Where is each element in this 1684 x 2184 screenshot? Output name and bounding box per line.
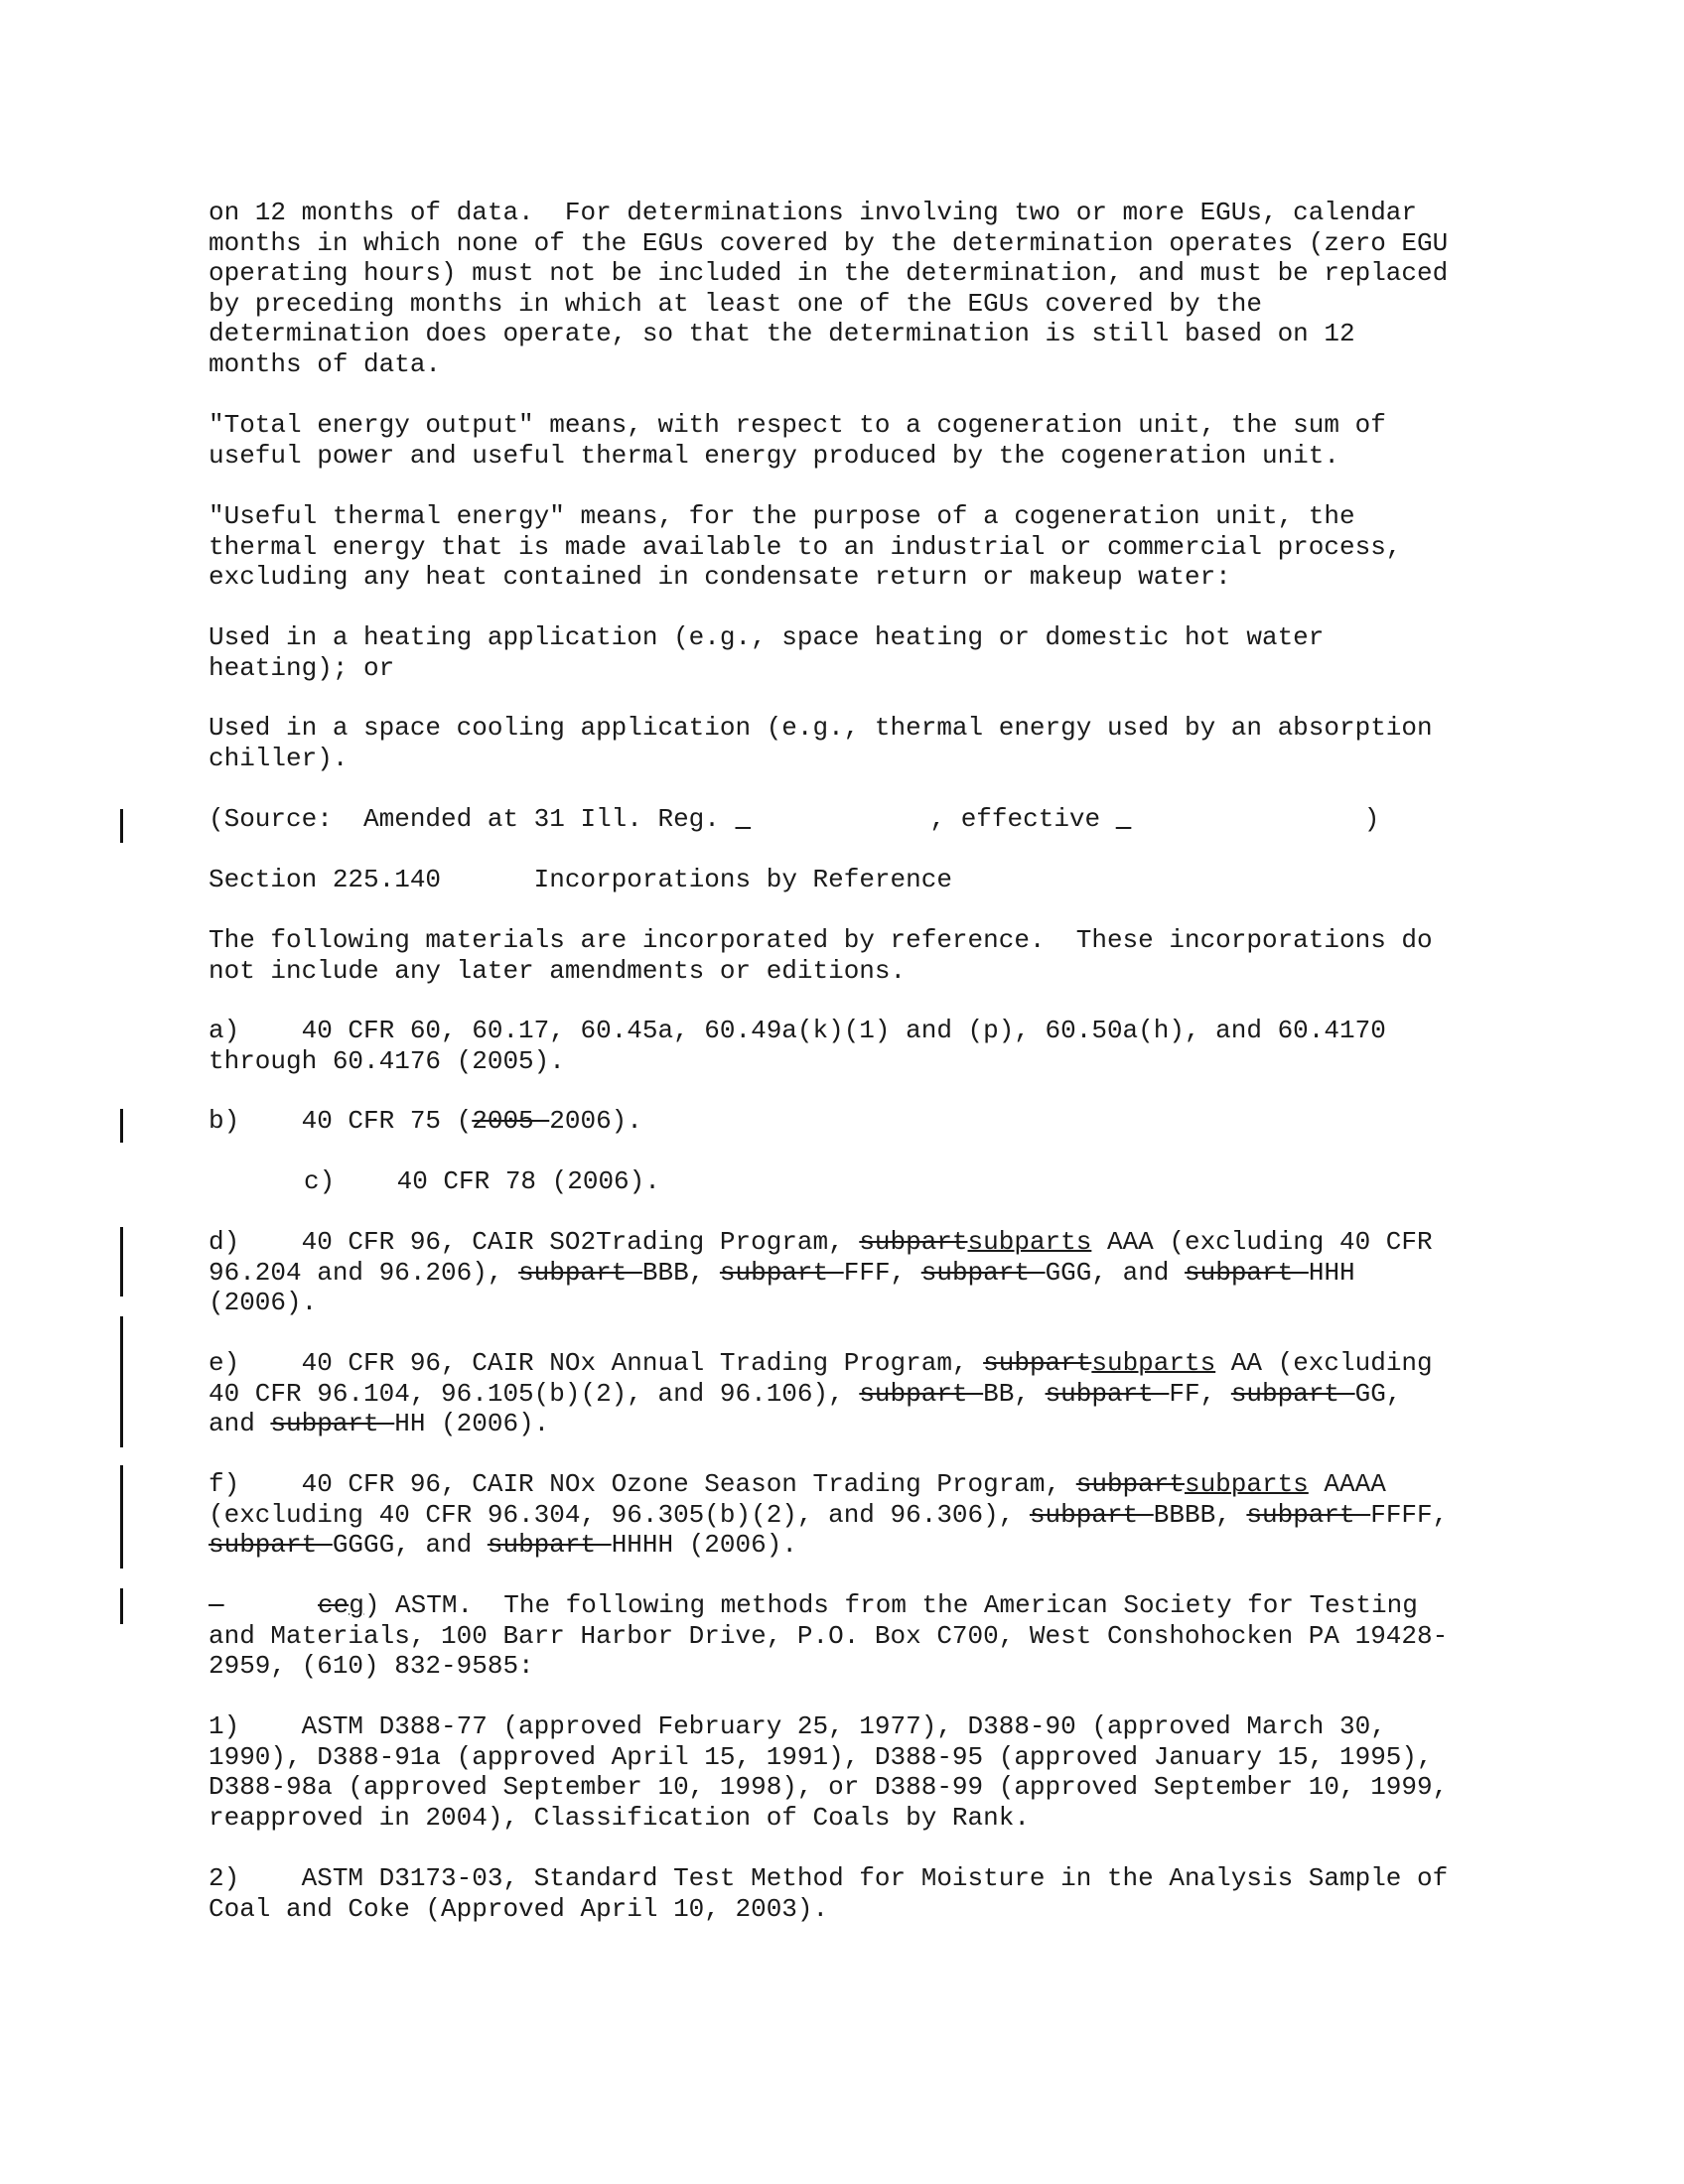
item-g-astm: ceg) ASTM. The following methods from the American Society for Testing and Materials, 100 Barr Harbor Drive, P.O. Box C700, West Conshohocken PA 19428- 2959, (610) 832-9585: bbox=[209, 1590, 1449, 1681]
section-number: Section 225.140 bbox=[209, 865, 442, 894]
definition-total-energy-output: "Total energy output" means, with respect to a cogeneration unit, the sum of useful power and useful thermal energy produced by the cogeneration unit. bbox=[209, 410, 1386, 471]
source-note: (Source: Amended at 31 Ill. Reg. , effective ) bbox=[209, 804, 1380, 834]
item-f: f) 40 CFR 96, CAIR NOx Ozone Season Trading Program, subpartsubparts AAAA (excluding 40 CFR 96.304, 96.305(b)(2), and 96.306), subpart BBBB, subpart FFFF, subpart GGGG, and subpart HHHH (2006). bbox=[209, 1469, 1449, 1560]
section-title: Incorporations by Reference bbox=[533, 865, 952, 894]
item-b: b) 40 CFR 75 (2005 2006). bbox=[209, 1106, 642, 1136]
definition-cooling-application: Used in a space cooling application (e.g., thermal energy used by an absorption chiller). bbox=[209, 713, 1433, 773]
definition-heating-application: Used in a heating application (e.g., space heating or domestic hot water heating); or bbox=[209, 622, 1325, 683]
change-bar bbox=[120, 809, 123, 843]
change-bar bbox=[120, 1109, 123, 1143]
paragraph-data-months: on 12 months of data. For determinations involving two or more EGUs, calendar months in which none of the EGUs covered by the determination operates (zero EGU operating hours) must not be included in the determination, and must be replaced by preceding months in which at least one of the EGUs covered by the determination does operate, so that the determination is still based on 12 months of data. bbox=[209, 198, 1449, 379]
change-bar bbox=[120, 1588, 123, 1624]
item-d: d) 40 CFR 96, CAIR SO2Trading Program, subpartsubparts AAA (excluding 40 CFR 96.204 and 96.206), subpart BBB, subpart FFF, subpart GGG, and subpart HHH (2006). bbox=[209, 1227, 1433, 1317]
item-c: c) 40 CFR 78 (2006). bbox=[304, 1166, 660, 1196]
item-2-astm-d3173: 2) ASTM D3173-03, Standard Test Method for Moisture in the Analysis Sample of Coal and Coke (Approved April 10, 2003). bbox=[209, 1863, 1449, 1924]
item-a: a) 40 CFR 60, 60.17, 60.45a, 60.49a(k)(1) and (p), 60.50a(h), and 60.4170 through 60.4176 (2005). bbox=[209, 1016, 1386, 1076]
section-heading bbox=[209, 865, 1529, 895]
definition-useful-thermal-energy: "Useful thermal energy" means, for the purpose of a cogeneration unit, the thermal energy that is made available to an industrial or commercial process, excluding any heat contained in condensate return or makeup water: bbox=[209, 501, 1402, 592]
change-bar bbox=[120, 1227, 123, 1297]
item-e: e) 40 CFR 96, CAIR NOx Annual Trading Program, subpartsubparts AA (excluding 40 CFR 96.104, 96.105(b)(2), and 96.106), subpart BB, subpart FF, subpart GG, and subpart HH (2006). bbox=[209, 1348, 1433, 1438]
item-1-astm-d388: 1) ASTM D388-77 (approved February 25, 1977), D388-90 (approved March 30, 1990), D388-91a (approved April 15, 1991), D388-95 (approved January 15, 1995), D388-98a (approved September 10, 1998), or D388-99 (approved September 10, 1999, reapproved in 2004), Classification of Coals by Rank. bbox=[209, 1711, 1449, 1833]
change-bar bbox=[120, 1465, 123, 1569]
incorporations-intro: The following materials are incorporated by reference. These incorporations do not include any later amendments or editions. bbox=[209, 925, 1433, 986]
change-bar bbox=[120, 1316, 123, 1447]
